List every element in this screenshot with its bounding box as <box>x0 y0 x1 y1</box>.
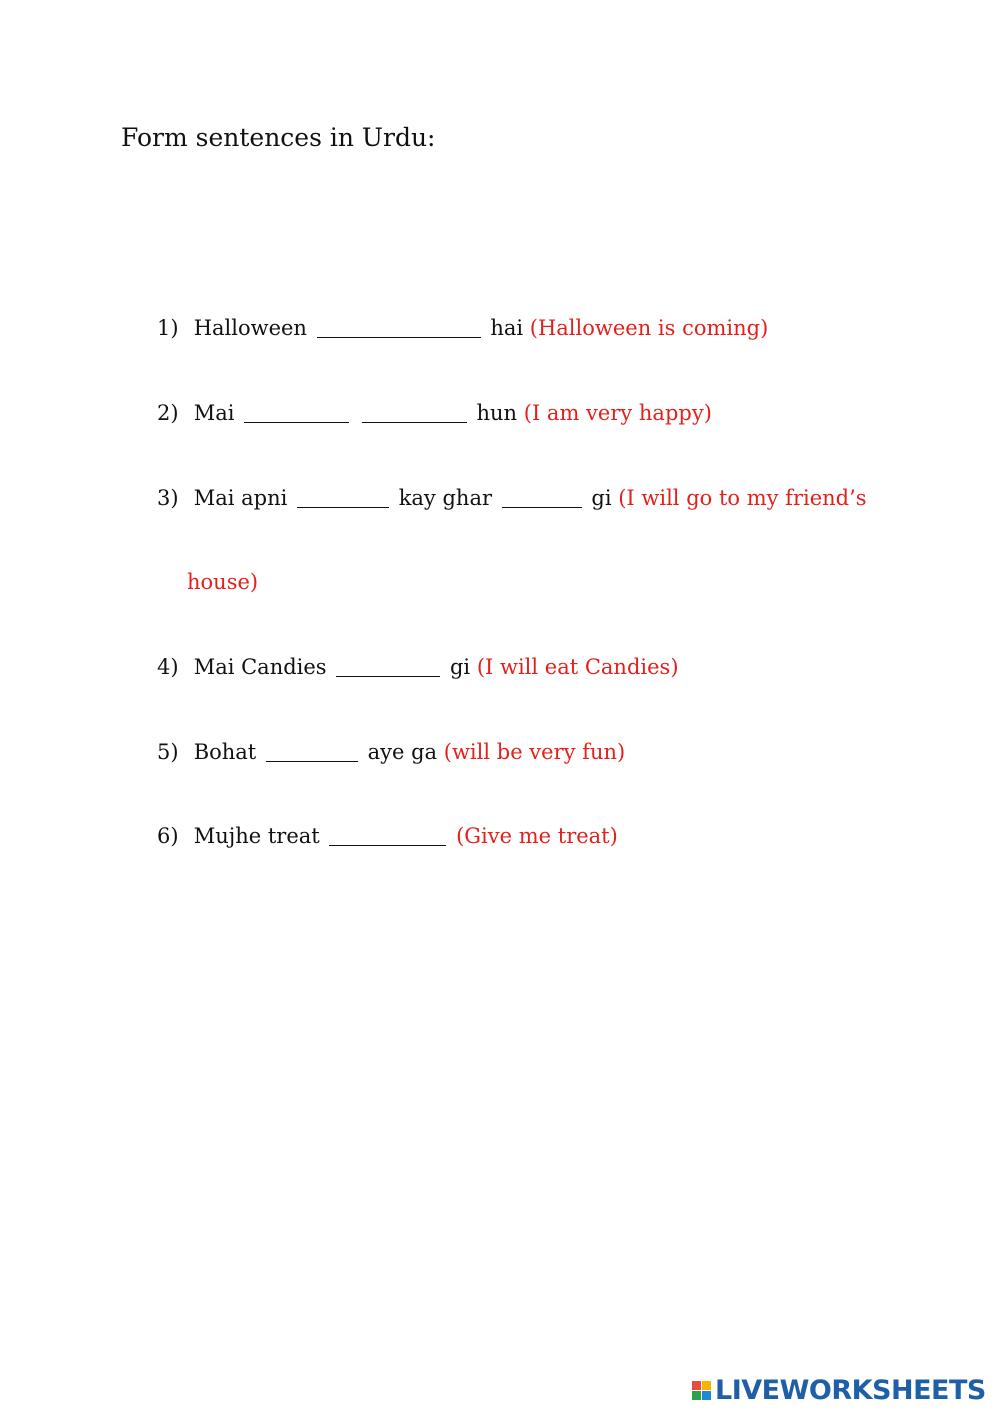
english-hint: (I will eat Candies) <box>476 655 679 679</box>
answer-blank[interactable] <box>329 825 446 846</box>
brand-name: LIVEWORKSHEETS <box>715 1374 986 1406</box>
answer-blank[interactable] <box>244 402 349 423</box>
question-2 <box>157 398 712 428</box>
question-text: aye ga <box>367 740 438 764</box>
question-number: 6) <box>157 824 179 848</box>
question-1 <box>157 313 768 343</box>
worksheet-title: Form sentences in Urdu: <box>121 123 436 152</box>
question-number: 1) <box>157 316 179 340</box>
question-text: gi <box>449 655 471 679</box>
english-hint-continuation: house) <box>187 570 259 594</box>
question-text: Bohat <box>193 740 257 764</box>
question-text: gi <box>591 486 612 510</box>
question-text: hun <box>476 401 518 425</box>
question-number: 3) <box>157 486 179 510</box>
question-text: Mai <box>193 401 235 425</box>
english-hint: (Halloween is coming) <box>529 316 769 340</box>
question-text: kay ghar <box>398 486 492 510</box>
english-hint: (Give me treat) <box>456 824 618 848</box>
question-text: Mai apni <box>193 486 288 510</box>
english-hint: (I will go to my friend’s <box>618 486 867 510</box>
question-text: Mai Candies <box>193 655 327 679</box>
answer-blank[interactable] <box>362 402 467 423</box>
question-text: hai <box>490 316 524 340</box>
answer-blank[interactable] <box>266 741 358 762</box>
liveworksheets-logo <box>692 1372 986 1408</box>
answer-blank[interactable] <box>297 487 389 508</box>
answer-blank[interactable] <box>317 317 481 338</box>
question-number: 5) <box>157 740 179 764</box>
question-text: Mujhe treat <box>193 824 320 848</box>
question-number: 4) <box>157 655 179 679</box>
question-5 <box>157 737 625 767</box>
question-text: Halloween <box>193 316 307 340</box>
answer-blank[interactable] <box>502 487 582 508</box>
question-6 <box>157 821 618 851</box>
answer-blank[interactable] <box>336 656 440 677</box>
english-hint: (I am very happy) <box>523 401 712 425</box>
question-number: 2) <box>157 401 179 425</box>
liveworksheets-logo-icon <box>692 1381 711 1400</box>
question-4 <box>157 652 679 682</box>
question-3 <box>157 483 867 513</box>
english-hint: (will be very fun) <box>443 740 626 764</box>
